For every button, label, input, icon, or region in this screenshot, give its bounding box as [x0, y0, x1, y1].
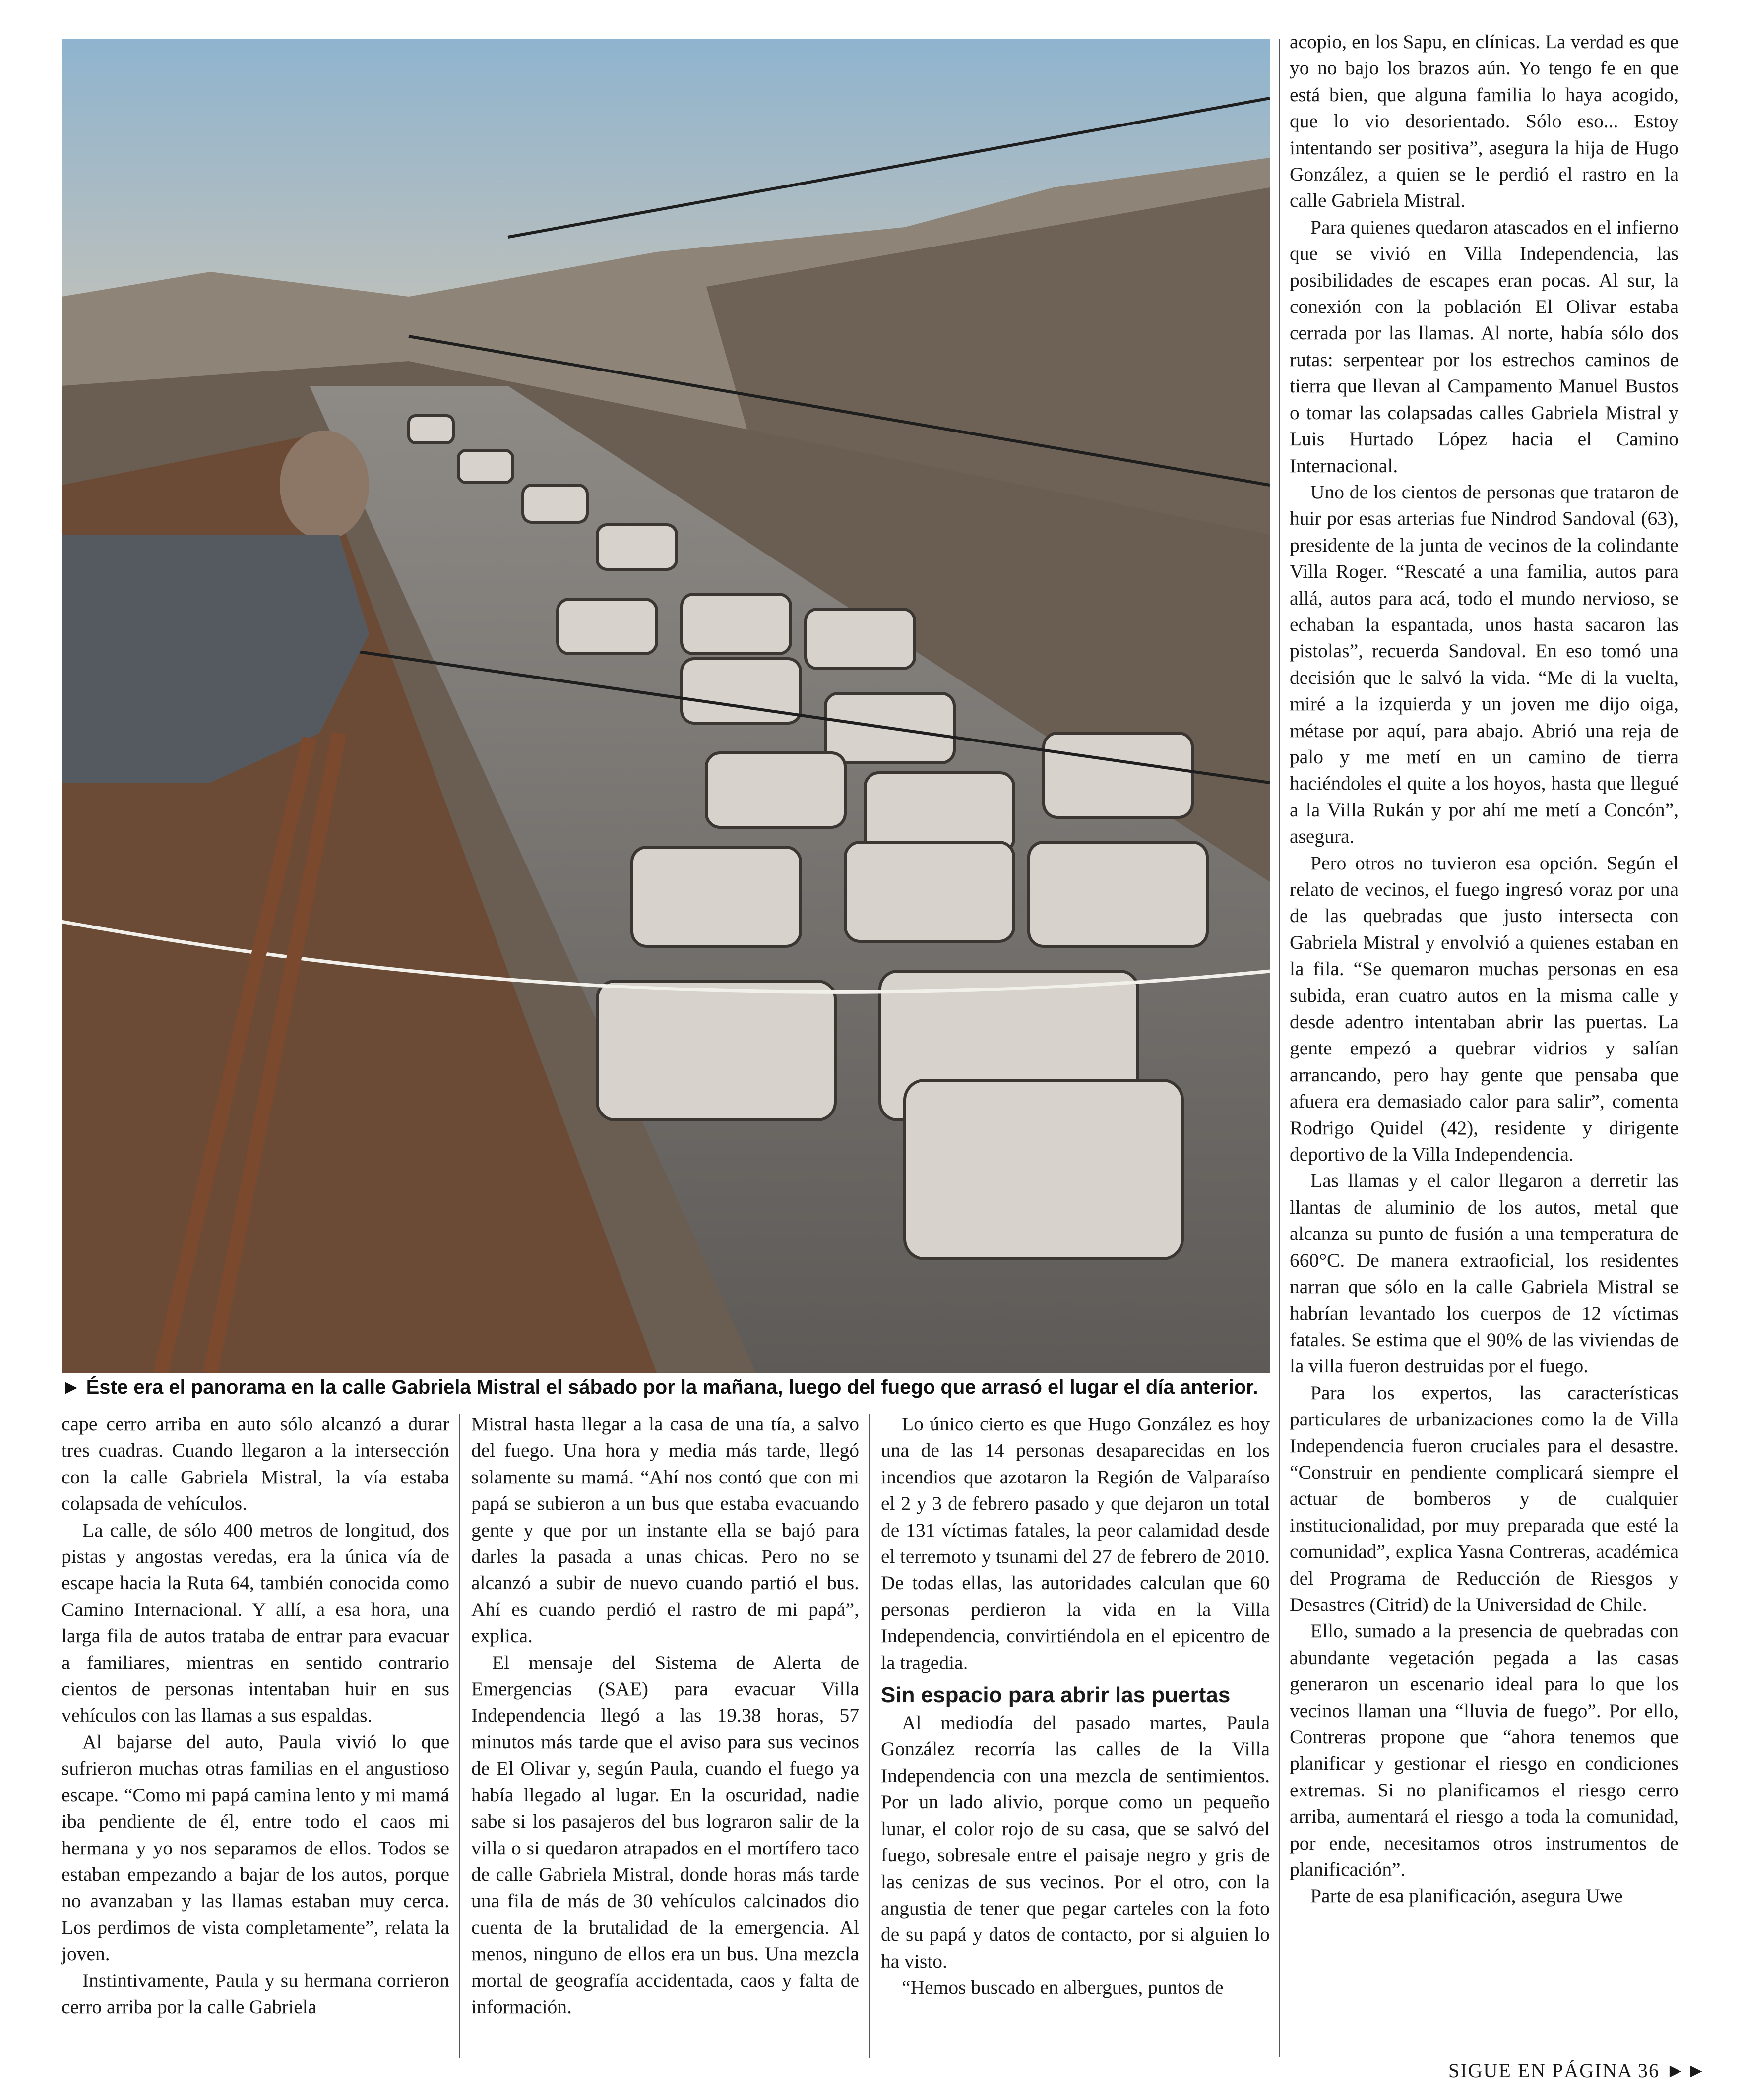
- paragraph: La calle, de sólo 400 metros de longitud, dos pistas y angostas veredas, era la única vía de escape hacia la Ruta 64, también conocida como Camino Internacional. Y allí, a esa hora, una larga fila de autos trataba de entrar para evacuar a familiares, mientras en sentido contrario cientos de personas intentaban huir en sus vehículos con las llamas a sus espaldas.: [62, 1519, 449, 1727]
- caption-text: Éste era el panorama en la calle Gabriela Mistral el sábado por la mañana, luego del fuego que arrasó el lugar el día anterior.: [86, 1376, 1258, 1398]
- column-divider: [1279, 39, 1280, 2057]
- article-column-1: [62, 1411, 449, 2020]
- article-column-2: [471, 1411, 859, 2020]
- paragraph: El mensaje del Sistema de Alerta de Emergencias (SAE) para evacuar Villa Independencia llegó a las 19.38 horas, 57 minutos más tarde que el aviso para sus vecinos de El Olivar y, según Paula, cuando el fuego ya había llegado al lugar. En la oscuridad, nadie sabe si los pasajeros del bus lograron salir de la villa o si quedaron atrapados en el mortífero taco de calle Gabriela Mistral, donde horas más tarde una fila de más de 30 vehículos calcinados dio cuenta de la brutalidad de la emergencia. Al menos, ninguno de ellos era un bus. Una mezcla mortal de geografía accidentada, caos y falta de información.: [471, 1651, 859, 2018]
- paragraph: Parte de esa planificación, asegura Uwe: [1310, 1885, 1623, 1907]
- paragraph: Las llamas y el calor llegaron a derretir las llantas de aluminio de los autos, metal que alcanza su punto de fusión a una temperatura de 660°C. De manera extraoficial, los residentes narran que sólo en la calle Gabriela Mistral se habrían levantado los cuerpos de 12 víctimas fatales. Se estima que el 90% de las viviendas de la villa fueron destruidas por el fuego.: [1290, 1170, 1678, 1377]
- caption-arrow-icon: ►: [62, 1376, 81, 1398]
- column-divider: [869, 1414, 870, 2058]
- continued-on-page-link[interactable]: SIGUE EN PÁGINA 36 ►►: [1448, 2059, 1707, 2082]
- paragraph: acopio, en los Sapu, en clínicas. La verdad es que yo no bajo los brazos aún. Yo tengo fe en que está bien, que alguna familia lo haya acogido, que lo vio desorientado. Sólo eso... Estoy intentando ser positiva”, asegura la hija de Hugo González, a quien se le perdió el rastro en la calle Gabriela Mistral.: [1290, 31, 1678, 212]
- paragraph: Para los expertos, las características particulares de urbanizaciones como la de Villa Independencia fueron cruciales para el desastre. “Construir en pendiente complicará siempre el actuar de bomberos y de cualquier institucionalidad, por muy preparada que esté la comunidad”, explica Yasna Contreras, académica del Programa de Reducción de Riesgos y Desastres (Citrid) de la Universidad de Chile.: [1290, 1381, 1678, 1615]
- paragraph: Lo único cierto es que Hugo González es hoy una de las 14 personas desaparecidas en los incendios que azotaron la Región de Valparaíso el 2 y 3 de febrero pasado y que dejaron un total de 131 víctimas fatales, la peor calamidad desde el terremoto y tsunami del 27 de febrero de 2010. De todas ellas, las autoridades calculan que 60 personas perdieron la vida en la Villa Independencia, convirtiéndola en el epicentro de la tragedia.: [881, 1413, 1270, 1673]
- paragraph: Al mediodía del pasado martes, Paula González recorría las calles de la Villa Independencia con una mezcla de sentimientos. Por un lado alivio, porque como un pequeño lunar, el color rojo de su casa, que se salvó del fuego, sobresale entre el paisaje negro y gris de las cenizas de sus vecinos. Por el otro, con la angustia de tener que pegar carteles con la foto de su papá y datos de contacto, por si alguien lo ha visto.: [881, 1712, 1270, 1972]
- paragraph: cape cerro arriba en auto sólo alcanzó a durar tres cuadras. Cuando llegaron a la intersección con la calle Gabriela Mistral, la vía estaba colapsada de vehículos.: [62, 1413, 449, 1515]
- paragraph: “Hemos buscado en albergues, puntos de: [902, 1976, 1224, 1999]
- news-photo: [62, 39, 1270, 1373]
- paragraph: Para quienes quedaron atascados en el infierno que se vivió en Villa Independencia, las posibilidades de escapes eran pocas. Al sur, la conexión con la población El Olivar estaba cerrada por las llamas. Al norte, había sólo dos rutas: serpentear por los estrechos caminos de tierra que llevan al Campamento Manuel Bustos o tomar las colapsadas calles Gabriela Mistral y Luis Hurtado López hacia el Camino Internacional.: [1290, 216, 1678, 477]
- article-column-4: [1290, 29, 1678, 1910]
- burned-cars-photo: [62, 39, 1270, 1373]
- paragraph: Pero otros no tuvieron esa opción. Según el relato de vecinos, el fuego ingresó voraz por una de las quebradas que justo intersecta con Gabriela Mistral y envolvió a quienes estaban en la fila. “Se quemaron muchas personas en esa subida, eran cuatro autos en la misma calle y desde adentro intentaban abrir las puertas. La gente empezó a quebrar vidrios y salían arrancando, pero hay gente que pensaba que afuera era demasiado calor para salir”, comenta Rodrigo Quidel (42), residente y dirigente deportivo de la Villa Independencia.: [1290, 852, 1678, 1166]
- column-divider: [459, 1414, 460, 2058]
- paragraph: Ello, sumado a la presencia de quebradas con abundante vegetación pegada a las casas generaron un escenario ideal para lo que los vecinos llaman una “lluvia de fuego”. Por ello, Contreras propone que “ahora tenemos que planificar y gestionar el riesgo en condiciones extremas. Si no planificamos el riesgo cerro arriba, aumentará el riesgo a toda la comunidad, por ende, necesitamos otros instrumentos de planificación”.: [1290, 1620, 1678, 1881]
- section-subheading: Sin espacio para abrir las puertas: [881, 1683, 1231, 1708]
- paragraph: Mistral hasta llegar a la casa de una tía, a salvo del fuego. Una hora y media más tarde, llegó solamente su mamá. “Ahí nos contó que con mi papá se subieron a un bus que estaba evacuando gente y que por un instante ella se bajó para darles la pasada a unas chicas. Pero no se alcanzó a subir de nuevo cuando partió el bus. Ahí es cuando perdió el rastro de mi papá”, explica.: [471, 1413, 859, 1647]
- paragraph: Instintivamente, Paula y su hermana corrieron cerro arriba por la calle Gabriela: [62, 1969, 449, 2018]
- article-column-3: [881, 1411, 1270, 2001]
- paragraph: Al bajarse del auto, Paula vivió lo que sufrieron muchas otras familias en el angustioso escape. “Como mi papá camina lento y mi mamá iba pendiente de él, entre todo el caos mi hermana y yo nos separamos de ellos. Todos se estaban empezando a bajar de los autos, porque no avanzaban y las llamas estaban muy cerca. Los perdimos de vista completamente”, relata la joven.: [62, 1730, 449, 1965]
- photo-caption: [62, 1375, 1272, 1400]
- paragraph: Uno de los cientos de personas que trataron de huir por esas arterias fue Nindrod Sandoval (63), presidente de la junta de vecinos de la colindante Villa Roger. “Rescaté a una familia, autos para allá, autos para acá, todo el mundo nervioso, se echaban la espantada, unos hasta sacaron las pistolas”, recuerda Sandoval. En eso tomó una decisión que le salvó la vida. “Me di la vuelta, miré a la izquierda y un joven me dijo oiga, métase por aquí, para abajo. Abrió una reja de palo y me metí en un camino de tierra haciéndoles el quite a los hoyos, hasta que llegué a la Villa Rukán y por ahí me metí a Concón”, asegura.: [1290, 481, 1678, 848]
